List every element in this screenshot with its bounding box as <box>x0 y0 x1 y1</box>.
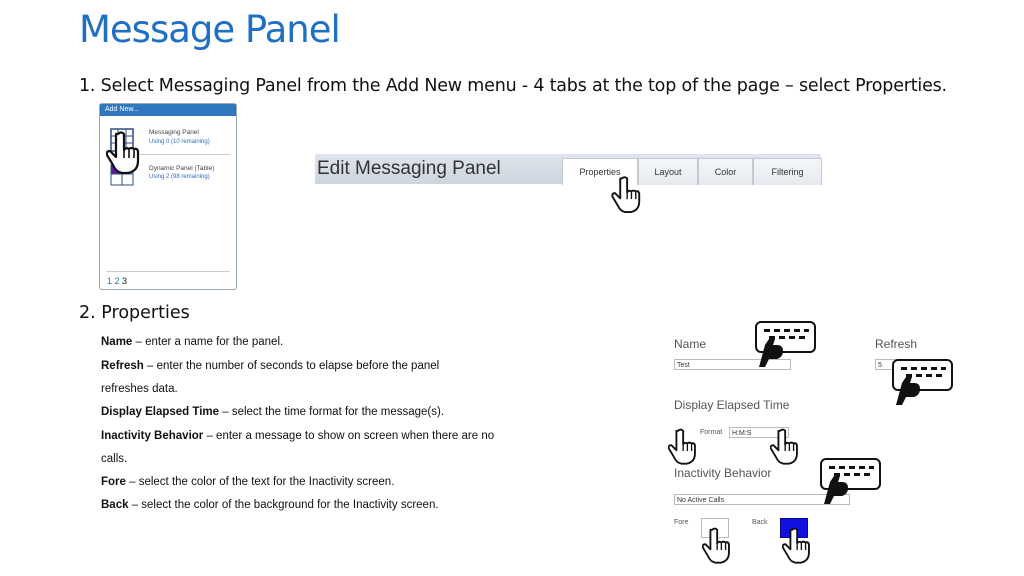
help-refresh <box>101 360 439 372</box>
pointing-hand-icon <box>668 427 700 465</box>
menu-item-label: Dynamic Panel (Table) <box>149 165 215 172</box>
tab-color[interactable]: Color <box>698 158 753 185</box>
format-label: Format <box>700 429 723 436</box>
help-term: Inactivity Behavior <box>101 430 204 442</box>
help-back <box>101 499 439 511</box>
pointing-hand-icon <box>782 526 814 564</box>
menu-item-sub: Using 2 (98 remaining) <box>149 174 210 180</box>
help-inactivity-cont <box>101 453 127 465</box>
refresh-label: Refresh <box>875 337 918 351</box>
refresh-input[interactable]: 5 <box>875 359 905 370</box>
menu-item-label: Messaging Panel <box>149 129 199 136</box>
current-page: 3 <box>122 276 128 286</box>
pointing-hand-icon <box>770 427 802 465</box>
help-elapsed <box>101 406 444 418</box>
help-name <box>101 336 283 348</box>
help-term: Refresh <box>101 360 144 372</box>
help-inactivity <box>101 430 494 442</box>
help-desc: – select the color of the text for the Inactivity screen. <box>125 476 395 488</box>
step-2-heading: 2. Properties <box>79 303 190 323</box>
edit-panel-tabbar <box>315 154 821 184</box>
pointing-hand-icon <box>611 175 645 213</box>
fore-label: Fore <box>674 519 689 526</box>
add-new-header: Add New... <box>100 104 236 116</box>
keyboard-hand-icon <box>892 359 954 407</box>
help-desc: – select the time format for the message(s). <box>219 406 445 418</box>
elapsed-label: Display Elapsed Time <box>674 398 790 412</box>
format-select[interactable]: H:M:S <box>729 427 789 438</box>
tab-properties[interactable]: Properties <box>562 158 638 185</box>
help-term: Fore <box>101 476 126 488</box>
help-desc: calls. <box>101 453 128 465</box>
name-label: Name <box>674 337 707 351</box>
name-input[interactable]: Test <box>674 359 791 370</box>
keyboard-hand-icon <box>820 458 882 506</box>
pointing-hand-icon <box>106 130 144 174</box>
pagination[interactable] <box>107 276 127 286</box>
divider <box>106 271 230 272</box>
step-1-instruction: 1. Select Messaging Panel from the Add New menu - 4 tabs at the top of the page – select Properties. <box>79 76 947 96</box>
inactivity-label: Inactivity Behavior <box>674 466 772 480</box>
help-term: Back <box>101 499 129 511</box>
help-desc: – select the color of the background for the Inactivity screen. <box>128 499 439 511</box>
pointing-hand-icon <box>702 526 734 564</box>
menu-item-sub: Using 0 (10 remaining) <box>149 139 210 145</box>
help-term: Display Elapsed Time <box>101 406 220 418</box>
page-title: Message Panel <box>79 8 340 51</box>
edit-panel-title: Edit Messaging Panel <box>317 158 501 179</box>
tab-layout[interactable]: Layout <box>638 158 698 185</box>
help-desc: refreshes data. <box>101 383 178 395</box>
help-refresh-cont <box>101 383 178 395</box>
keyboard-hand-icon <box>755 321 817 369</box>
inactivity-input[interactable]: No Active Calls <box>674 494 850 505</box>
back-label: Back <box>752 519 768 526</box>
help-desc: – enter a message to show on screen when there are no <box>203 430 495 442</box>
page-links[interactable]: 1 2 <box>107 276 123 286</box>
help-fore <box>101 476 394 488</box>
help-desc: – enter the number of seconds to elapse before the panel <box>143 360 440 372</box>
tab-filtering[interactable]: Filtering <box>753 158 822 185</box>
help-term: Name <box>101 336 133 348</box>
help-desc: – enter a name for the panel. <box>132 336 284 348</box>
